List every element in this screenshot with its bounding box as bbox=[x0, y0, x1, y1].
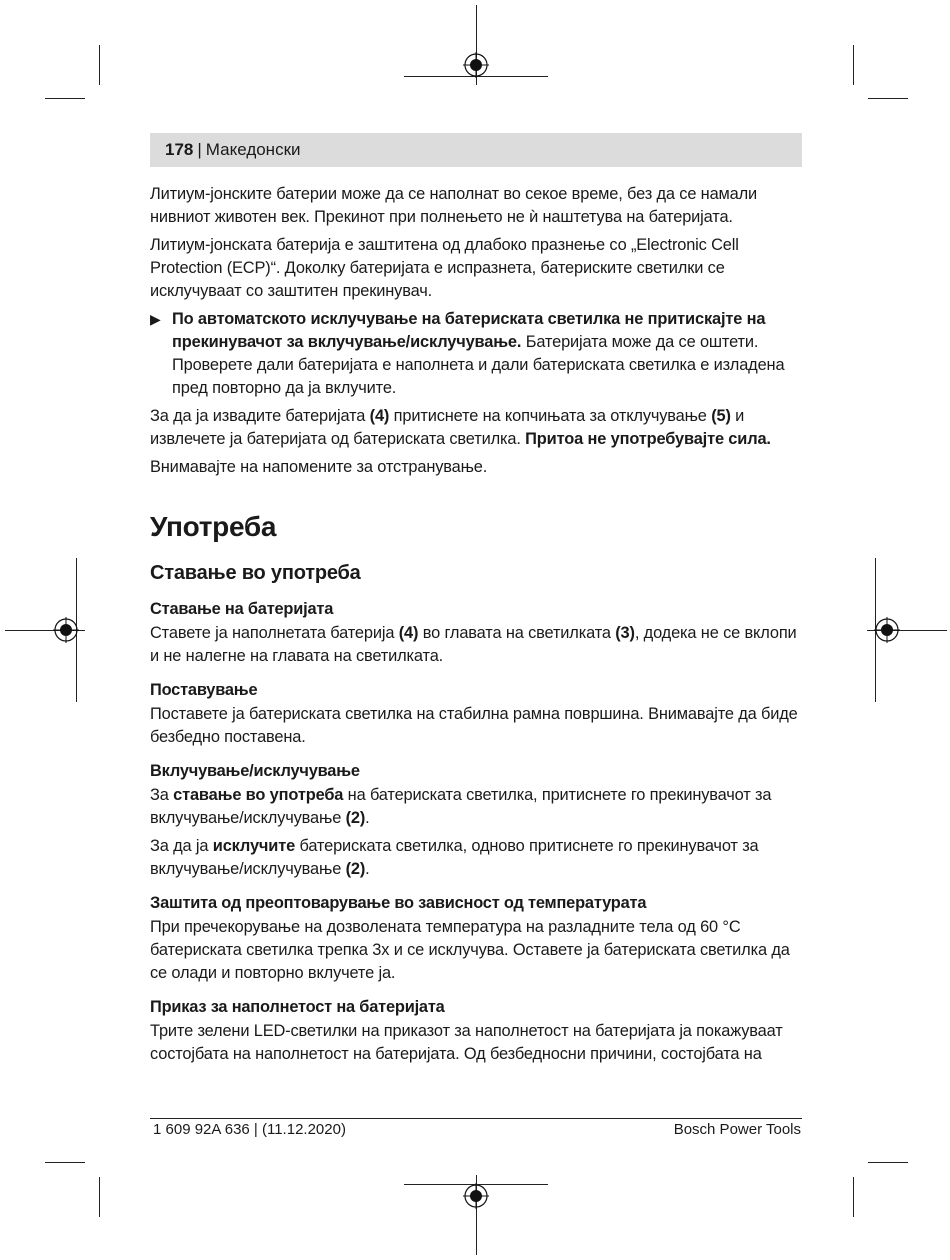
footer-rule bbox=[150, 1118, 802, 1119]
crop-mark-bottom-right-vertical bbox=[853, 1177, 854, 1217]
crop-mark-bottom-left-vertical bbox=[99, 1177, 100, 1217]
on-paragraph bbox=[150, 784, 802, 830]
intro-paragraph-2: Литиум-јонската батерија е заштитена од длабоко празнење со „Electronic Cell Protection (ECP)“. Доколку батеријата е испразнета, батериските светилки се исклучуваат со заштитен прекинувач. bbox=[150, 236, 739, 300]
disposal-note: Внимавајте на напомените за отстранување. bbox=[150, 458, 488, 476]
battery-insert-paragraph bbox=[150, 622, 802, 668]
registration-target-icon-right bbox=[874, 617, 900, 643]
section-title: Употреба bbox=[150, 511, 277, 542]
crop-mark-top-left-horizontal bbox=[45, 98, 85, 99]
footer-document-id: 1 609 92A 636 | (11.12.2020) bbox=[153, 1121, 346, 1138]
footer-brand: Bosch Power Tools bbox=[673, 1121, 801, 1138]
crop-mark-bottom-left-horizontal bbox=[45, 1162, 85, 1163]
heading-overload-protection: Заштита од преоптоварување во зависност од температурата bbox=[150, 894, 647, 912]
text-span: За bbox=[150, 786, 174, 804]
charge-paragraph: Трите зелени LED-светилки на приказот за наполнетост на батеријата ја покажуваат состојбата на наполнетост на батеријата. Од безбедносни причини, состојбата на bbox=[150, 1022, 783, 1063]
text-span: и извлечете ја батеријата од батериската светилка. bbox=[150, 407, 745, 448]
bold-text: Притоа не употребувајте сила. bbox=[525, 430, 771, 448]
text-span: . bbox=[365, 809, 370, 827]
text-span: За да ја извадите батеријата bbox=[150, 407, 370, 425]
text-span: , додека не се вклопи и не налегне на главата на светилката. bbox=[150, 624, 797, 665]
heading-on-off: Вклучување/исклучување bbox=[150, 762, 360, 780]
crop-mark-top-right-vertical bbox=[853, 45, 854, 85]
bold-text: ставање во употреба bbox=[173, 786, 344, 804]
subsection-title: Ставање во употреба bbox=[150, 562, 361, 584]
heading-charge-indicator: Приказ за наполнетост на батеријата bbox=[150, 998, 445, 1016]
warning-text: Батеријата може да се оштети. Проверете дали батеријата е наполнета и дали батериската светилка е изладена пред повторно да ја вклучите. bbox=[172, 333, 785, 397]
battery-removal-paragraph bbox=[150, 405, 802, 451]
triangle-arrow-icon: ▶ bbox=[150, 311, 161, 327]
ref-number: (4) bbox=[369, 407, 390, 425]
page-content bbox=[150, 183, 802, 1071]
placement-paragraph: Поставете ја батериската светилка на стабилна рамна површина. Внимавајте да биде безбедно поставена. bbox=[150, 705, 798, 746]
overload-paragraph: При пречекорување на дозволената температура на разладните тела од 60 °C батериската светилка трепка 3x и се исклучува. Оставете ја батериската светилка да се олади и повторно вклучете ја. bbox=[150, 918, 790, 982]
text-span: во главата на светилката bbox=[418, 624, 616, 642]
text-span: . bbox=[365, 860, 370, 878]
text-span: Ставете ја наполнетата батерија bbox=[150, 624, 399, 642]
ref-number: (2) bbox=[345, 809, 366, 827]
header-language: Македонски bbox=[205, 140, 301, 159]
crop-mark-top-left-vertical bbox=[99, 45, 100, 85]
heading-placement: Поставување bbox=[150, 681, 258, 699]
registration-target-icon-top bbox=[463, 52, 489, 78]
page-number: 178 bbox=[165, 140, 194, 159]
text-span: притиснете на копчињата за отклучување bbox=[389, 407, 712, 425]
crop-mark-top-right-horizontal bbox=[868, 98, 908, 99]
ref-number: (5) bbox=[711, 407, 731, 425]
ref-number: (4) bbox=[398, 624, 419, 642]
bold-text: исклучите bbox=[212, 837, 296, 855]
crop-mark-bottom-right-horizontal bbox=[868, 1162, 908, 1163]
intro-paragraph-1: Литиум-јонските батерии може да се наполнат во секое време, без да се намали нивниот животен век. Прекинот при полнењето не ѝ наштетува на батеријата. bbox=[150, 185, 758, 226]
registration-target-icon-left bbox=[53, 617, 79, 643]
ref-number: (2) bbox=[345, 860, 366, 878]
heading-battery-insert: Ставање на батеријата bbox=[150, 600, 334, 618]
warning-bold-text: По автоматското исклучување на батериската светилка не притискајте на прекинувачот за вклучување/исклучување. bbox=[172, 310, 766, 351]
ref-number: (3) bbox=[615, 624, 635, 642]
text-span: батериската светилка, одново притиснете го прекинувачот за вклучување/исклучување bbox=[150, 837, 759, 878]
page-header bbox=[150, 133, 802, 167]
text-span: За да ја bbox=[150, 837, 213, 855]
registration-target-icon-bottom bbox=[463, 1183, 489, 1209]
off-paragraph bbox=[150, 835, 802, 881]
warning-note bbox=[150, 308, 802, 400]
header-separator: | bbox=[197, 140, 202, 159]
text-span: на батериската светилка, притиснете го прекинувачот за вклучување/исклучување bbox=[150, 786, 772, 827]
